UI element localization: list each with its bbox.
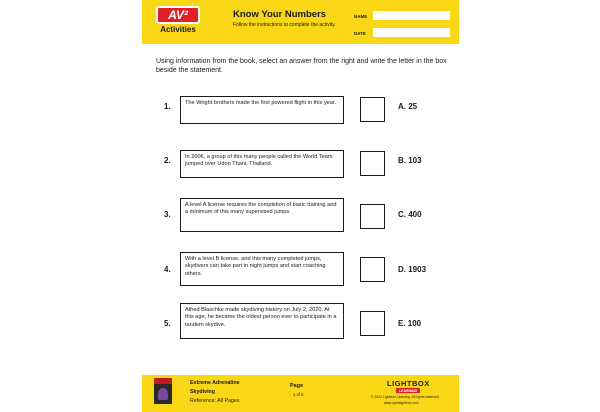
skydiver-figure	[158, 388, 168, 400]
page-label: Page	[290, 383, 304, 389]
name-field[interactable]	[373, 11, 450, 20]
cover-stripe	[154, 378, 172, 384]
answer-option: C. 400	[398, 210, 422, 219]
book-title: Skydiving	[190, 389, 216, 395]
answer-box[interactable]	[360, 151, 385, 176]
answer-box[interactable]	[360, 204, 385, 229]
answer-box[interactable]	[360, 257, 385, 282]
statement-box: The Wright brothers made the first powered flight in this year.	[180, 96, 344, 124]
copyright-text: © 2022 Lightbox Learning. All rights reserved.	[371, 395, 440, 399]
logo-badge: AV²	[156, 6, 200, 24]
lightbox-logo: LIGHTBOX	[387, 379, 430, 388]
date-field[interactable]	[373, 28, 450, 37]
statement-box: A level A license requires the completion of basic training and a minimum of this many supervised jumps.	[180, 198, 344, 232]
question-number: 2.	[164, 156, 171, 165]
question-number: 5.	[164, 319, 171, 328]
header-bar	[142, 0, 459, 44]
name-label: NAME	[354, 14, 368, 19]
answer-option: E. 100	[398, 319, 422, 328]
answer-box[interactable]	[360, 311, 385, 336]
section-label: Activities	[160, 25, 196, 34]
series-name: Extreme Adrenaline	[190, 380, 240, 386]
reference-text: Reference: All Pages	[190, 398, 240, 404]
answer-box[interactable]	[360, 97, 385, 122]
page-subtitle: Follow the instructions to complete the activity.	[233, 22, 336, 28]
answer-option: B. 103	[398, 156, 422, 165]
question-number: 4.	[164, 265, 171, 274]
footer-bar	[142, 375, 459, 412]
question-number: 1.	[164, 102, 171, 111]
answer-option: D. 1903	[398, 265, 427, 274]
book-cover-image	[154, 378, 172, 404]
question-number: 3.	[164, 210, 171, 219]
worksheet-page	[142, 0, 459, 412]
instructions-text: Using information from the book, select an answer from the right and write the letter in the box beside the statement.	[156, 58, 447, 74]
statement-box: In 2006, a group of this many people called the World Team jumped over Udon Thani, Thailand.	[180, 150, 344, 178]
page-indicator: 1 of 5	[293, 392, 304, 397]
date-label: DATE	[354, 31, 366, 36]
answer-option: A. 25	[398, 102, 418, 111]
statement-box: Alfred Blaschke made skydiving history on July 2, 2020. At this age, he became the oldest person ever to participate in a tandem skydive.	[180, 303, 344, 339]
av2-logo	[152, 6, 204, 40]
statement-box: With a level B license, and this many completed jumps, skydivers can take part in night jumps and start coaching others.	[180, 252, 344, 286]
lightbox-tag: LEARNING	[396, 388, 420, 393]
page-title: Know Your Numbers	[233, 9, 327, 20]
website-link[interactable]: www.openlightbox.com	[384, 401, 419, 405]
